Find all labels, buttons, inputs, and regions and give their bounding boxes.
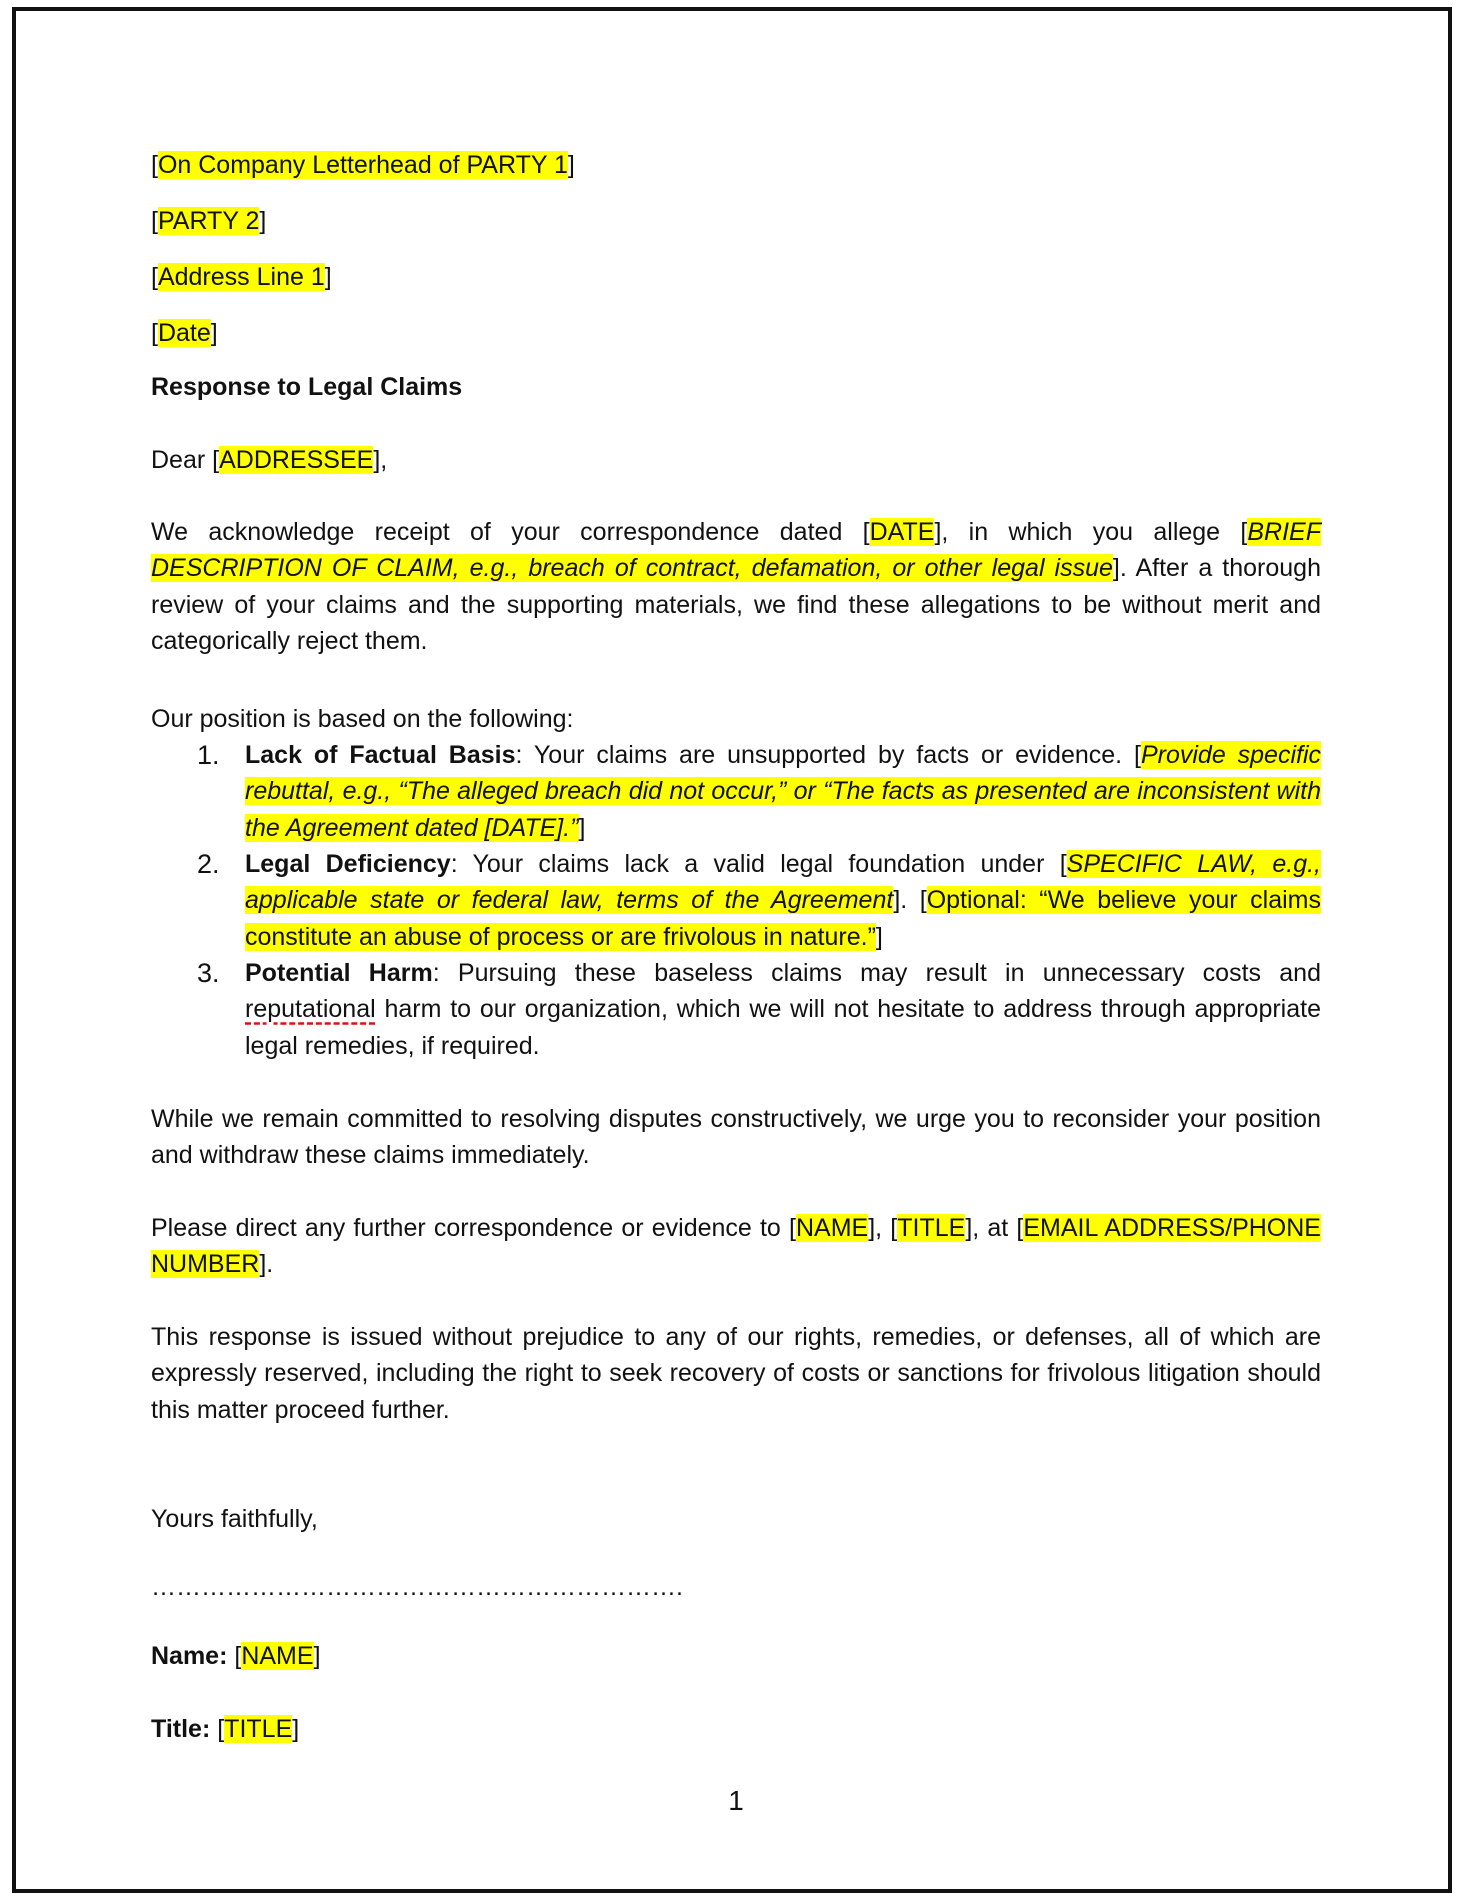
address-line: [Address Line 1] bbox=[151, 263, 332, 291]
date-placeholder: Date bbox=[157, 319, 211, 347]
title-placeholder: TITLE bbox=[897, 1214, 966, 1242]
law-placeholder: SPECIFIC LAW, e.g., applicable state or federal law, terms of the Agreement bbox=[245, 850, 1321, 915]
address-placeholder: Address Line 1 bbox=[157, 263, 325, 291]
optional-placeholder: Optional: “We believe your claims constitute an abuse of process or are frivolous in nature.” bbox=[245, 886, 1321, 951]
name-placeholder: NAME bbox=[795, 1214, 869, 1242]
letterhead-line: [On Company Letterhead of PARTY 1] bbox=[151, 151, 575, 179]
paragraph-acknowledge: We acknowledge receipt of your correspondence dated [DATE], in which you allege [BRIEF DESCRIPTION OF CLAIM, e.g., breach of contract, defamation, or other legal issue]. After a thorough review of your claims and the supporting materials, we find these allegations to be without merit and categorically reject them. bbox=[151, 518, 1321, 656]
signature-title: Title: [TITLE] bbox=[151, 1715, 300, 1743]
party2-line: [PARTY 2] bbox=[151, 207, 267, 235]
salutation-suffix: ], bbox=[373, 446, 388, 474]
list-item-title: Legal Deficiency bbox=[245, 850, 451, 878]
subject-heading: Response to Legal Claims bbox=[151, 373, 463, 401]
paragraph-contact: Please direct any further correspondence or evidence to [NAME], [TITLE], at [EMAIL ADDRESS/PHONE NUMBER]. bbox=[151, 1214, 1321, 1279]
list-item-title: Lack of Factual Basis bbox=[245, 741, 516, 769]
document-page: [On Company Letterhead of PARTY 1] [PARTY 2] [Address Line 1] [Date] Response to Legal Claims Dear [ADDRESSEE], We acknowledge receipt of your correspondence dated [DATE], in which you allege [BRIEF DESCRIPTION OF CLAIM, e.g., breach of contract, defamation, or other legal issue]. After a thorough review of your claims and the supporting materials, we find these allegations to be without merit and categorically reject them. Our position is based on the following: 1. Lack of Factual Basis: Your claims are unsupported by facts or evidence. [Provide specific rebuttal, e.g., “The alleged breach did not occur,” or “The facts as presented are inconsistent with the Agreement dated [DATE].”] 2. Legal Deficiency: Your claims lack a valid legal foundation under [SPECIFIC LAW, e.g., applicable state or federal law, terms of the Agreement]. [Optional: “We believe your claims constitute an abuse of process or are frivolous in nature.”] 3. Potential Harm: Pursuing these baseless claims may result in unnecessary costs and reputational harm to our organization, which we will not hesitate to address through appropriate legal remedies, if required. While we remain committed to resolving disputes constructively, we urge you to reconsider your position and withdraw these claims immediately. Please direct any further correspondence or evidence to [NAME], [TITLE], at [EMAIL ADDRESS/PHONE NUMBER]. This response is issued without prejudice to any of our rights, remedies, or defenses, all of which are expressly reserved, including the right to seek recovery of costs or sanctions for frivolous litigation should this matter proceed further. Yours faithfully, ………………………………………………………. Name: [NAME] Title: [TITLE] 1 bbox=[12, 7, 1452, 1893]
date-placeholder: DATE bbox=[869, 518, 935, 546]
name-placeholder: NAME bbox=[241, 1642, 314, 1670]
salutation: Dear [ADDRESSEE], bbox=[151, 446, 388, 474]
contact-placeholder: EMAIL ADDRESS/PHONE NUMBER bbox=[151, 1214, 1321, 1279]
paragraph-commit: While we remain committed to resolving disputes constructively, we urge you to reconsider your position and withdraw these claims immediately. bbox=[151, 1105, 1321, 1170]
list-number: 1. bbox=[197, 740, 220, 770]
list-number: 3. bbox=[197, 958, 220, 988]
list-number: 2. bbox=[197, 849, 220, 879]
rebuttal-placeholder: Provide specific rebuttal, e.g., “The alleged breach did not occur,” or “The facts as presented are inconsistent with the Agreement dated [DATE].” bbox=[245, 741, 1321, 842]
name-label: Name: bbox=[151, 1642, 228, 1670]
title-placeholder: TITLE bbox=[224, 1715, 293, 1743]
list-item-title: Potential Harm bbox=[245, 959, 433, 987]
closing: Yours faithfully, bbox=[151, 1505, 318, 1533]
position-intro: Our position is based on the following: bbox=[151, 705, 574, 733]
date-line: [Date] bbox=[151, 319, 218, 347]
addressee-placeholder: ADDRESSEE bbox=[219, 446, 374, 474]
salutation-prefix: Dear bbox=[151, 446, 213, 474]
party2-placeholder: PARTY 2 bbox=[157, 207, 260, 235]
title-label: Title: bbox=[151, 1715, 211, 1743]
signature-line: ………………………………………………………. bbox=[151, 1573, 683, 1601]
spellcheck-word[interactable]: reputational bbox=[245, 995, 376, 1024]
claim-placeholder: BRIEF DESCRIPTION OF CLAIM, e.g., breach of contract, defamation, or other legal issue bbox=[151, 518, 1321, 583]
paragraph-reserve: This response is issued without prejudice to any of our rights, remedies, or defenses, all of which are expressly reserved, including the right to seek recovery of costs or sanctions for frivolous litigation should this matter proceed further. bbox=[151, 1323, 1321, 1424]
letterhead-placeholder: On Company Letterhead of PARTY 1 bbox=[157, 151, 568, 179]
page-number: 1 bbox=[728, 1785, 744, 1816]
signature-name: Name: [NAME] bbox=[151, 1642, 321, 1670]
